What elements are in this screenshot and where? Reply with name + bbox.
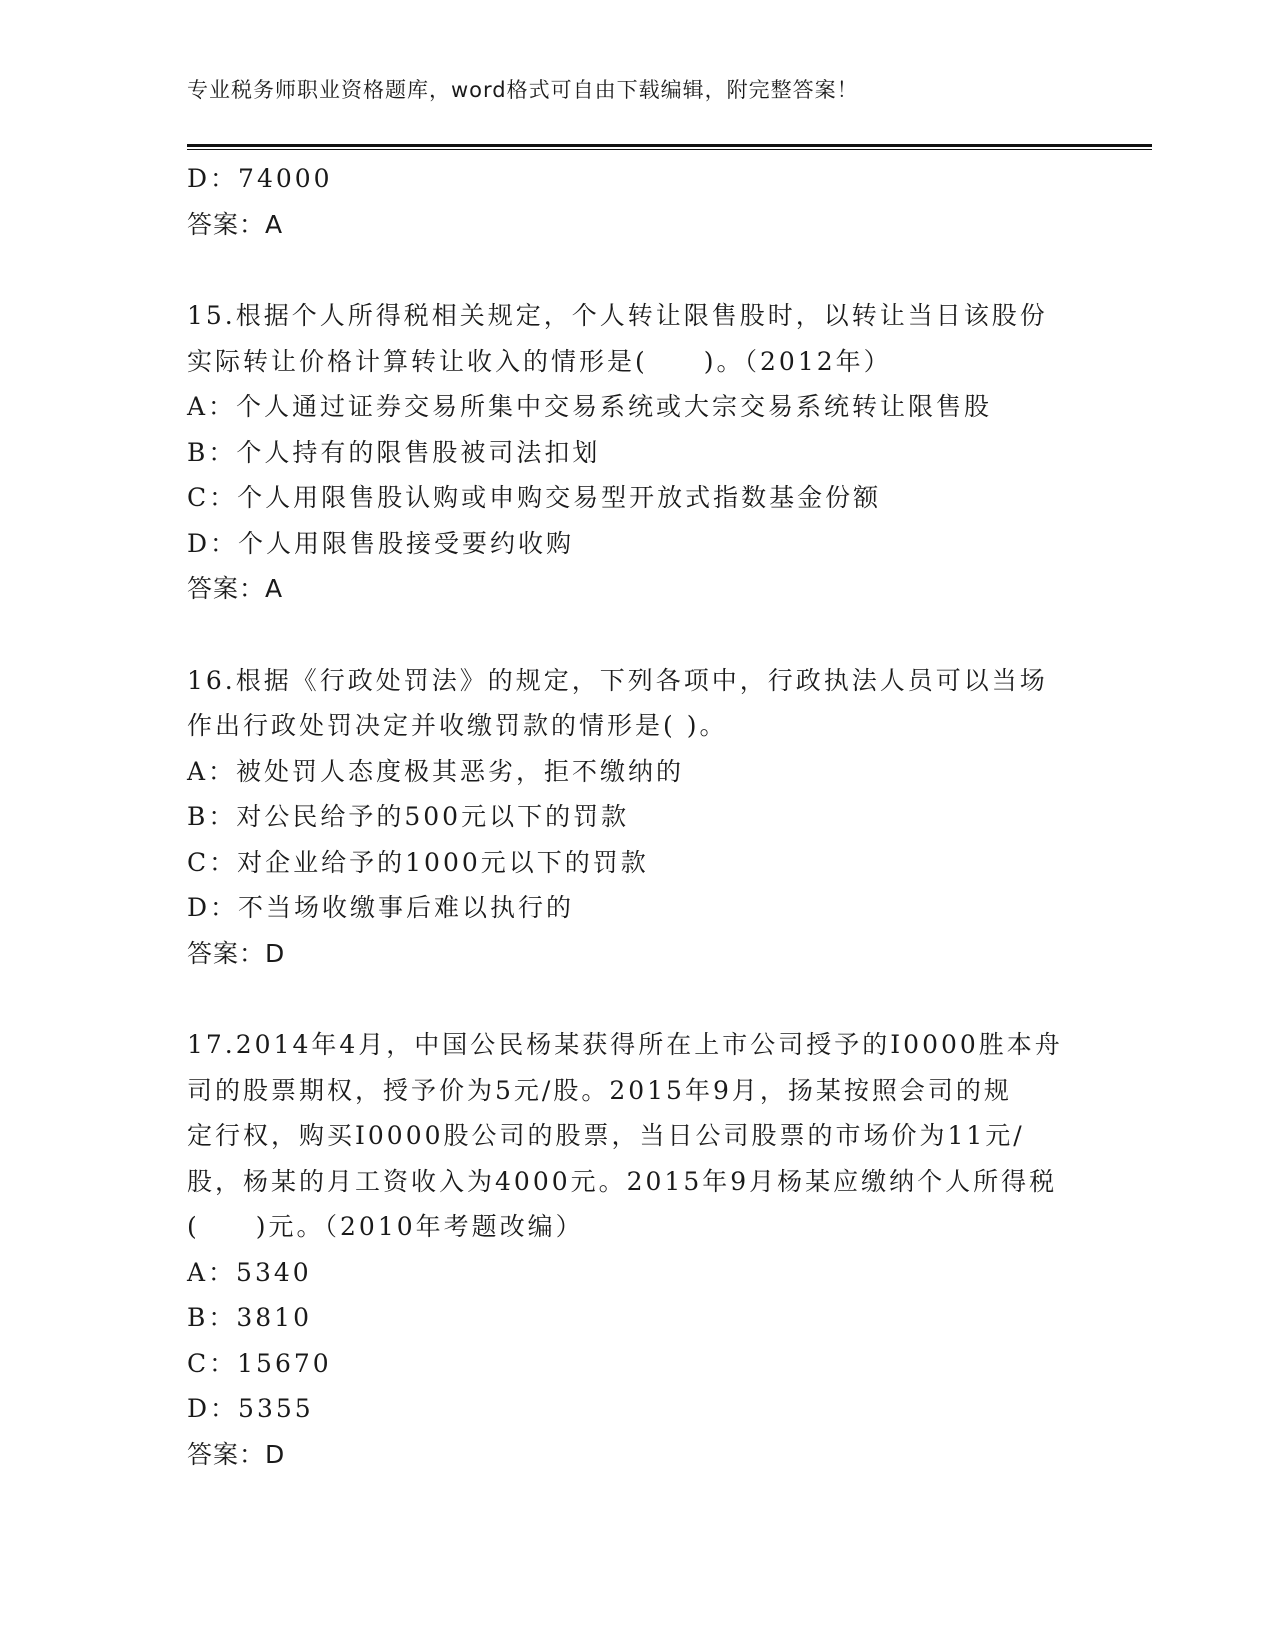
option-line: D：5355 bbox=[187, 1394, 314, 1423]
question-stem: 司的股票期权，授予价为5元/股。2015年9月，扬某按照会司的规 bbox=[187, 1075, 1012, 1105]
header-rule-thick bbox=[187, 144, 1152, 147]
question-stem: 15.根据个人所得税相关规定，个人转让限售股时，以转让当日该股份 bbox=[187, 301, 1048, 330]
option-line: D：个人用限售股接受要约收购 bbox=[187, 528, 575, 558]
question-stem: 16.根据《行政处罚法》的规定，下列各项中，行政执法人员可以当场 bbox=[187, 665, 1048, 695]
question-block bbox=[187, 1022, 1087, 1477]
option-line: D：74000 bbox=[187, 164, 333, 193]
option-line: C：对企业给予的1000元以下的罚款 bbox=[187, 847, 649, 877]
option-line: B：个人持有的限售股被司法扣划 bbox=[187, 437, 601, 467]
option-line: A：被处罚人态度极其恶劣，拒不缴纳的 bbox=[187, 756, 685, 786]
option-line: A：个人通过证券交易所集中交易系统或大宗交易系统转让限售股 bbox=[187, 392, 993, 421]
option-line: A：5340 bbox=[187, 1257, 312, 1287]
answer-line: 答案：A bbox=[187, 209, 284, 239]
answer-line: 答案：A bbox=[187, 574, 284, 603]
option-line: C：15670 bbox=[187, 1348, 332, 1378]
answer-line: 答案：D bbox=[187, 1439, 286, 1469]
question-block bbox=[187, 658, 1087, 977]
option-line: C：个人用限售股认购或申购交易型开放式指数基金份额 bbox=[187, 483, 882, 512]
question-stem: 股，杨某的月工资收入为4000元。2015年9月杨某应缴纳个人所得税 bbox=[187, 1166, 1058, 1196]
option-line: B：3810 bbox=[187, 1303, 312, 1332]
question-stem: 17.2014年4月，中国公民杨某获得所在上市公司授予的I0000胜本舟 bbox=[187, 1030, 1063, 1059]
option-line: D：不当场收缴事后难以执行的 bbox=[187, 893, 575, 922]
header-rule-thin bbox=[187, 149, 1152, 150]
question-stem: 定行权，购买I0000股公司的股票，当日公司股票的市场价为11元/ bbox=[187, 1121, 1025, 1150]
page-header: 专业税务师职业资格题库，word格式可自由下载编辑，附完整答案！ bbox=[187, 78, 859, 102]
question-stem: 实际转让价格计算转让收入的情形是( )。（2012年） bbox=[187, 346, 892, 376]
question-stem: 作出行政处罚决定并收缴罚款的情形是( )。 bbox=[187, 711, 728, 740]
question-block bbox=[187, 293, 1087, 612]
option-line: B：对公民给予的500元以下的罚款 bbox=[187, 802, 630, 831]
question-stem: ( )元。（2010年考题改编） bbox=[187, 1212, 584, 1241]
document-body bbox=[187, 156, 1087, 1477]
answer-line: 答案：D bbox=[187, 938, 286, 968]
